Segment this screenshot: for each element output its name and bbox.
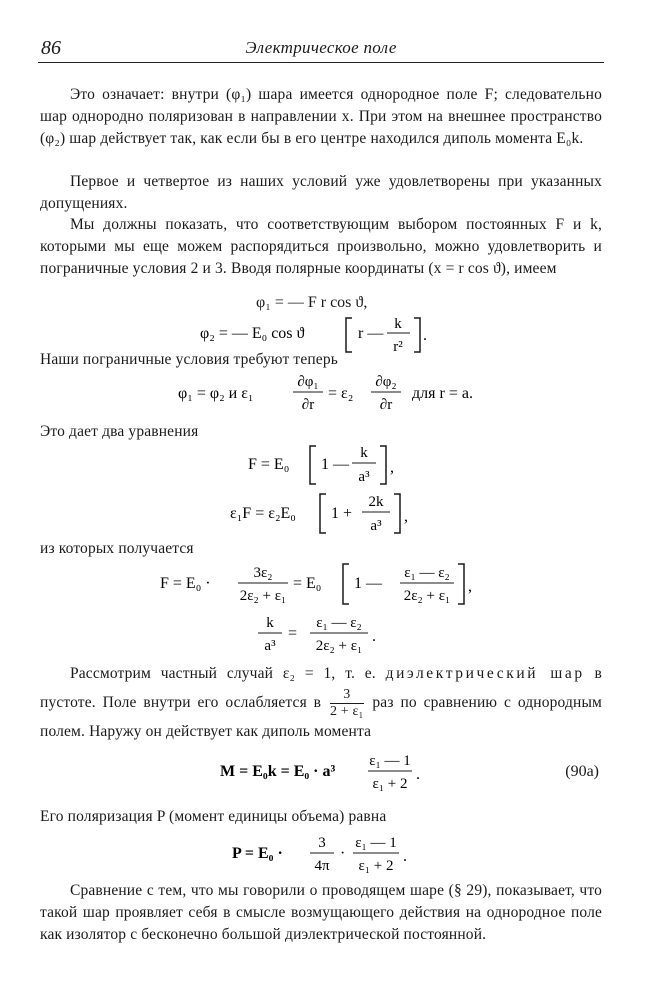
eq8-end: . [416,766,420,783]
running-header [38,28,604,63]
eq9-dot: · [340,845,346,862]
eq2-r: r — [358,325,384,342]
eq6-den1: 2ε₂ + ε₁ [239,588,287,604]
eq5-end: , [404,508,408,525]
equation-eps-F [230,488,430,538]
eq7-den1: a³ [264,638,276,654]
eq9-num2: ε₁ — 1 [355,835,397,851]
eq6-bracket-left [343,564,349,604]
eq7-eq: = [288,625,298,642]
eq9-den1: 4π [314,858,330,874]
eq5-bracket-left [320,494,326,533]
eq4-end: , [390,459,394,476]
eq2-left: φ₂ = — E₀ cos ϑ [200,325,305,342]
equation-phi1: φ₁ = — F r cos ϑ, [256,294,368,311]
eq6-num2: ε₁ — ε₂ [404,565,450,581]
equation-P [232,828,432,878]
eq6-num1: 3ε₂ [253,565,273,581]
equation-F [248,440,418,488]
eq2-num: k [394,316,402,332]
eq9-den2: ε₁ + 2 [358,858,394,874]
page-number: 86 [41,37,61,59]
eq7-num1: k [266,615,274,631]
eq3-c: для r = a. [412,385,473,402]
eq2-bracket-right [414,318,420,352]
eq4-den: a³ [358,469,370,485]
eq4-num: k [360,445,368,461]
paragraph-7 [40,662,602,744]
eq6-in: 1 — [354,575,382,592]
eq3-den1: ∂r [301,397,315,413]
eq2-bracket-left [346,318,352,352]
eq2-den: r² [393,339,403,355]
eq8-num: ε₁ — 1 [369,753,411,769]
eq3-den2: ∂r [379,397,393,413]
paragraph-5: Это дает два уравнения [40,423,199,440]
p7-mid: в пустоте. Поле внутри его ослабляется в [40,665,603,711]
eq5-left: ε₁F = ε₂E₀ [230,505,296,522]
p7-spaced-term: диэлектрический шар [385,665,585,682]
equation-M [220,746,450,796]
p7-frac-den: 2 + ε₁ [330,703,364,719]
paragraph-6: из которых получается [40,540,194,557]
eq6-bracket-right [458,564,464,604]
equation-number-90a: (90a) [565,763,599,780]
running-title: Электрическое поле [245,38,397,57]
eq3-num1: ∂φ₁ [297,374,319,390]
eq3-num2: ∂φ₂ [375,374,397,390]
eq8-den: ε₁ + 2 [372,776,408,792]
eq6-mid: = E₀ [293,575,322,592]
eq4-bracket-right [380,446,386,484]
eq4-bracket-left [310,446,316,484]
paragraph-2: Первое и четвертое из наших условий уже удовлетворены при указанных допущениях. [40,173,602,213]
eq6-end: , [468,578,472,595]
eq5-bracket-right [394,494,400,533]
eq5-den: a³ [370,518,382,534]
eq3-a: φ₁ = φ₂ и ε₁ [178,385,254,402]
eq9-end: . [403,848,407,865]
paragraph-8: Его поляризация P (момент единицы объема) равна [40,808,387,825]
eq2-end: . [423,327,427,344]
eq6-den2: 2ε₂ + ε₁ [403,588,451,604]
equation-F-solution [160,558,500,608]
paragraph-1: Это означает: внутри (φ₁) шара имеется однородное поле F; следовательно шар однородно поляризован в направлении x. При этом на внешнее пространство (φ₂) шар действует так, как если бы в его центре находился диполь момента E₀k. [40,86,602,148]
paragraph-4: Наши пограничные условия требуют теперь [40,351,338,368]
equation-boundary-conditions [178,370,498,416]
eq7-num2: ε₁ — ε₂ [316,615,362,631]
p7-after: раз по сравнению с однородным полем. Наружу он действует как диполь момента [40,693,603,740]
eq9-left: P = E₀ · [232,845,283,862]
eq8-left: M = E₀k = E₀ · a³ [220,763,336,780]
paragraph-9: Сравнение с тем, что мы говорили о проводящем шаре (§ 29), показывает, что такой шар проявляет себя в смысле возмущающего действия на однородное поле как изолятор с бесконечно большой диэлектрической постоянной. [40,882,602,944]
eq4-left: F = E₀ [248,456,290,473]
eq6-left: F = E₀ · [160,575,211,592]
eq7-end: . [372,628,376,645]
paragraph-3: Мы должны показать, что соответствующим выбором постоянных F и k, которыми мы еще можем распорядиться произвольно, можно удовлетворить и пограничные условия 2 и 3. Вводя полярные координаты (x = r cos ϑ), имеем [40,216,602,278]
p7-inline-fraction [330,687,364,720]
p7-lead: Рассмотрим частный случай ε₂ = 1, т. е. [70,665,376,682]
eq3-b: = ε₂ [328,385,354,402]
p7-frac-num: 3 [343,686,351,702]
eq5-in: 1 + [331,505,353,522]
eq5-num: 2k [368,494,384,510]
eq7-den2: 2ε₂ + ε₁ [315,638,363,654]
eq9-num1: 3 [318,835,326,851]
eq4-in: 1 — [321,456,349,473]
equation-k [256,608,406,658]
